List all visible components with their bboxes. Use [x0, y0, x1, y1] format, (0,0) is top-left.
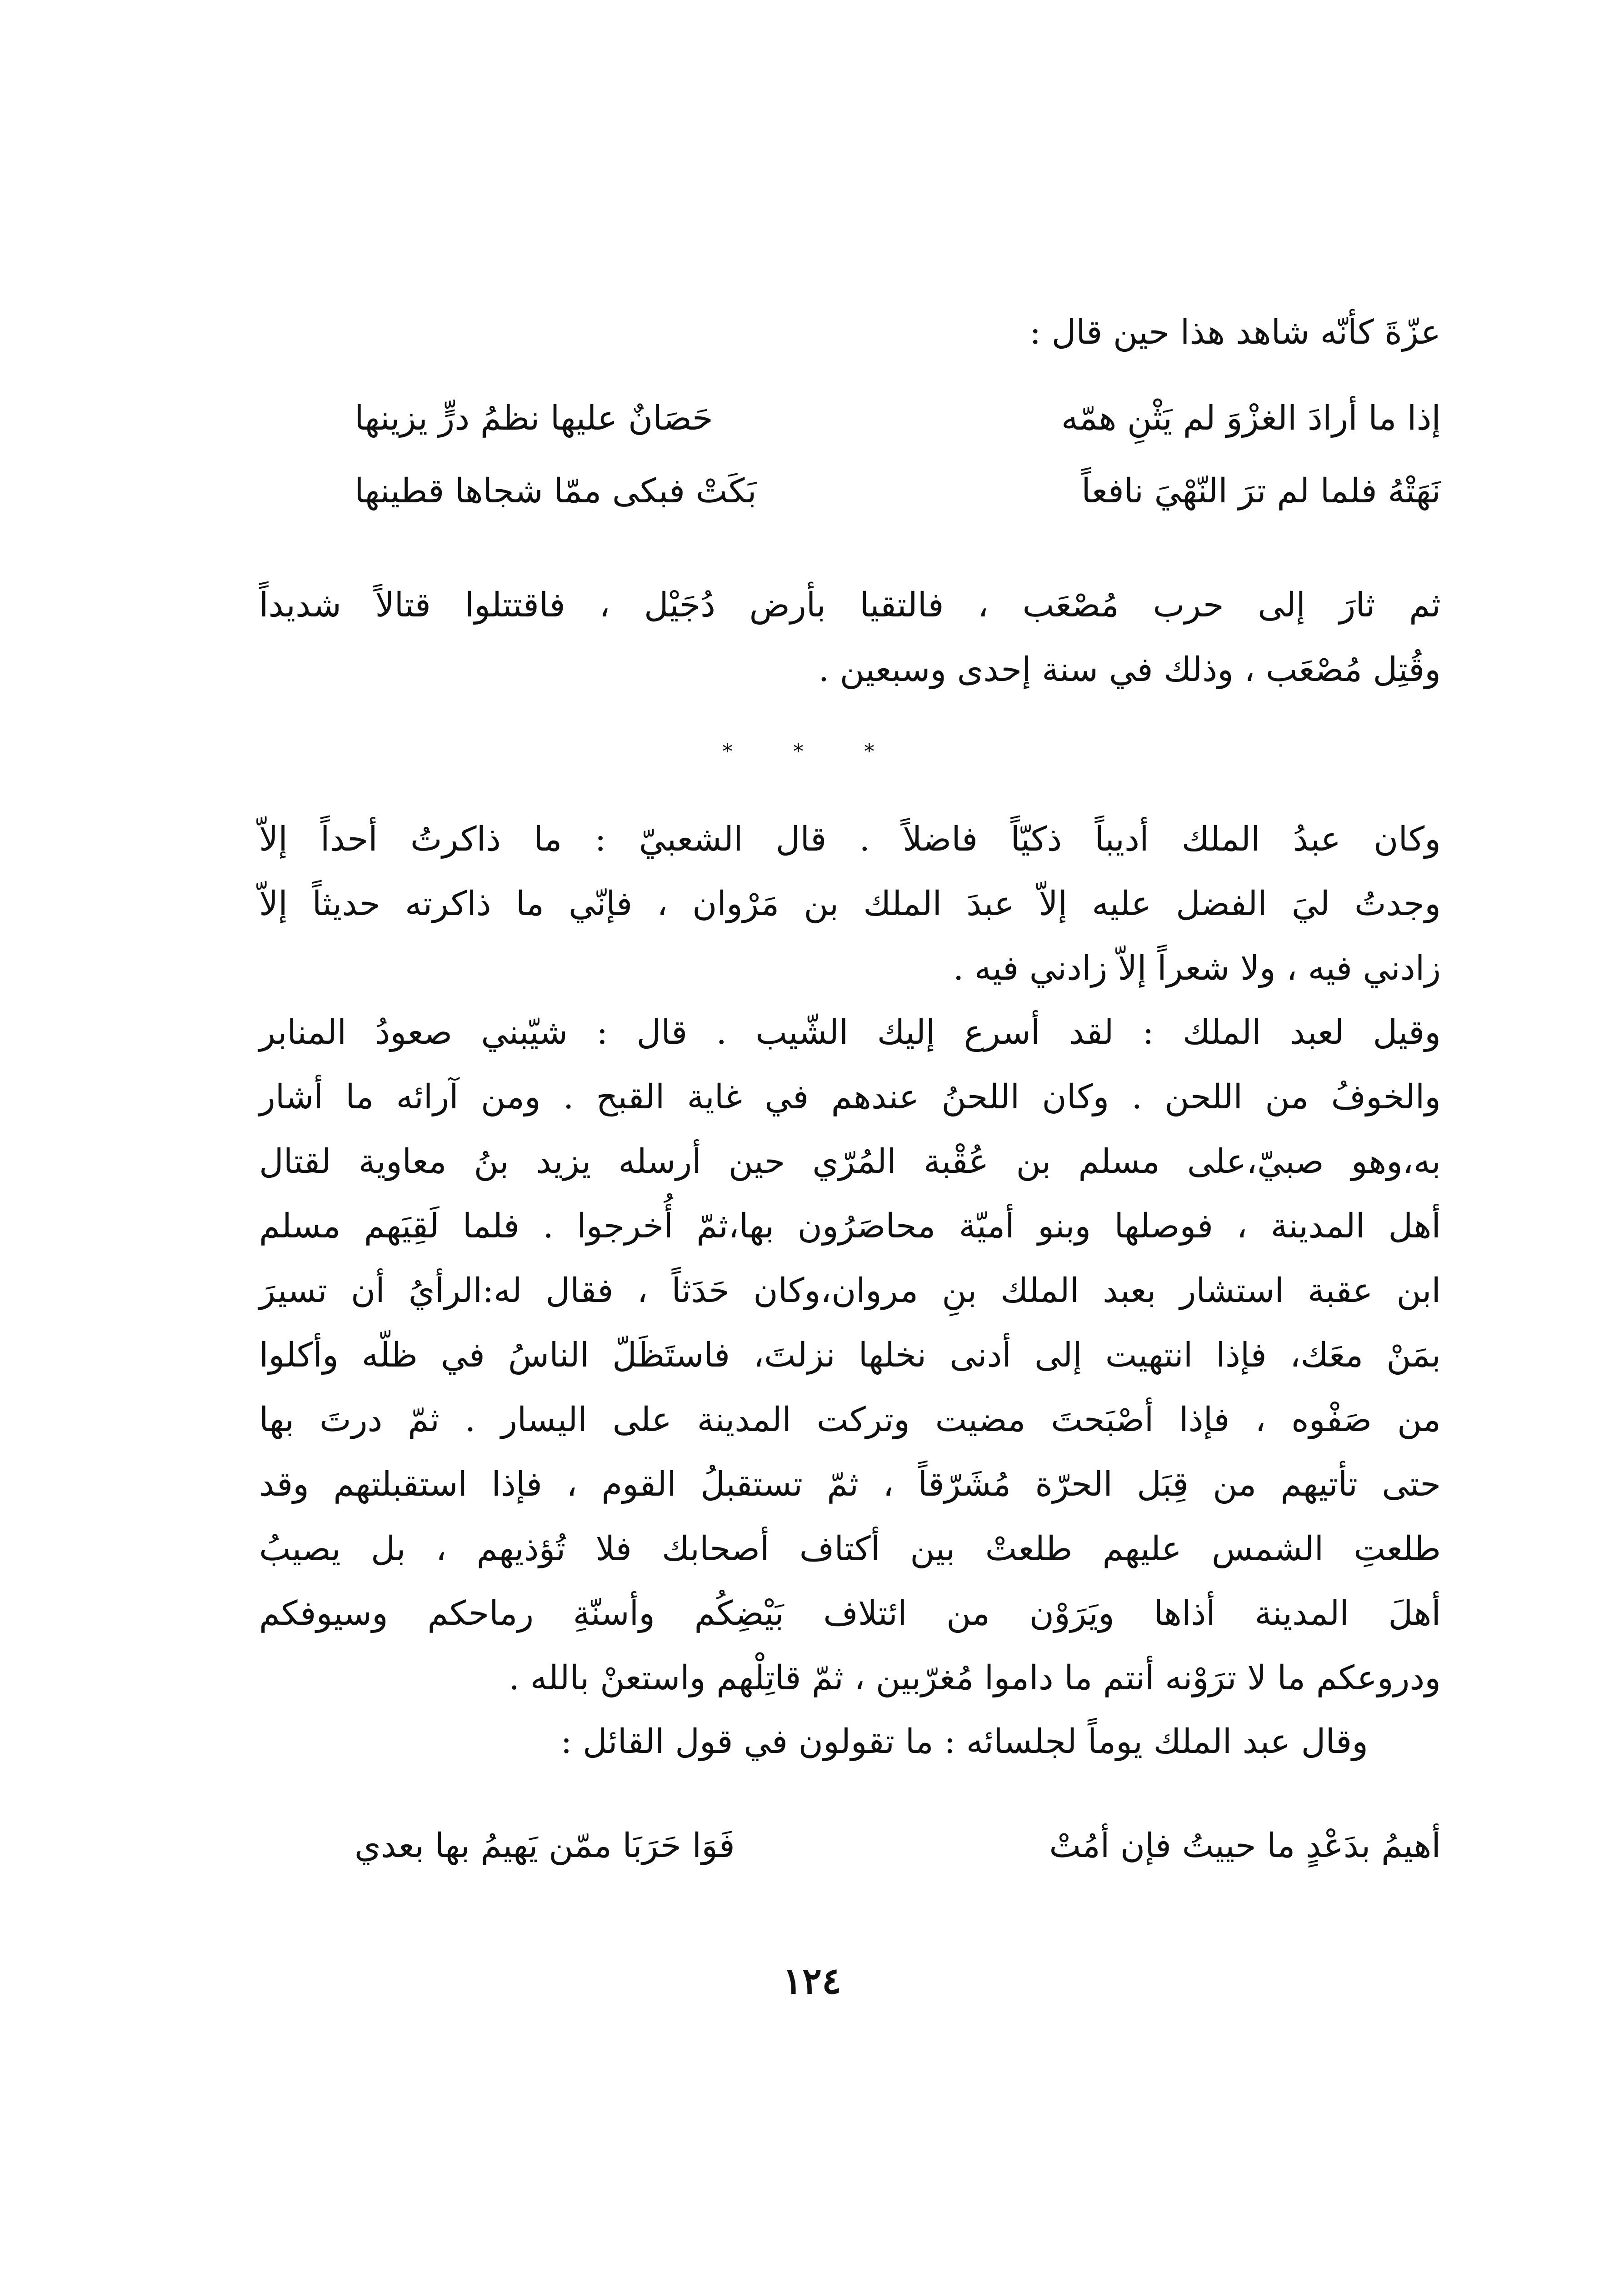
- paragraph-1: [259, 573, 1441, 702]
- paragraph-line: طلعتِ الشمس عليهم طلعتْ بين أكتاف أصحابك فلا تُؤذيهم ، بل يصيبُ: [259, 1529, 1441, 1568]
- paragraph-line: وقال عبد الملك يوماً لجلسائه : ما تقولون في قول القائل :: [560, 1722, 1368, 1761]
- page-number: ١٢٤: [783, 1959, 841, 2002]
- paragraph-3: [259, 1000, 1441, 1710]
- paragraph-line: وقيل لعبد الملك : لقد أسرع إليك الشّيب . قال : شيّبني صعودُ المنابر: [259, 1013, 1441, 1052]
- intro-line-block: [259, 300, 1441, 365]
- poem1-verse-2: [355, 459, 1441, 523]
- poem1-verse-2-first-hemistich: نَهَتْهُ فلما لم ترَ النّهْيَ نافعاً: [1081, 471, 1441, 511]
- paragraph-line: أهل المدينة ، فوصلها وبنو أميّة محاصَرُون بها،ثمّ أُخرجوا . فلما لَقِيَهم مسلم: [259, 1207, 1441, 1246]
- paragraph-line: حتى تأتيهم من قِبَل الحرّة مُشَرّقاً ، ثمّ تستقبلُ القوم ، فإذا استقبلتهم وقد: [259, 1465, 1441, 1504]
- paragraph-line: ابن عقبة استشار بعبد الملك بنِ مروان،وكان حَدَثاً ، فقال له:الرأيُ أن تسيرَ: [259, 1271, 1441, 1310]
- paragraph-line: وقُتِل مُصْعَب ، وذلك في سنة إحدى وسبعين .: [818, 650, 1441, 689]
- paragraph-2: [259, 807, 1441, 1001]
- paragraph-line: ودروعكم ما لا ترَوْنه أنتم ما داموا مُغرّبين ، ثمّ قاتِلْهم واستعنْ بالله .: [509, 1658, 1441, 1697]
- poem2-verse-1: [355, 1814, 1441, 1877]
- paragraph-line: ثم ثارَ إلى حرب مُصْعَب ، فالتقيا بأرض دُجَيْل ، فاقتتلوا قتالاً شديداً: [259, 586, 1441, 625]
- poem2-verse-1-second-hemistich: فَوَا حَرَبَا ممّن يَهيمُ بها بعدي: [355, 1826, 735, 1865]
- section-separator: * * *: [722, 740, 902, 763]
- poem1-verse-1: [355, 386, 1441, 450]
- paragraph-line: زادني فيه ، ولا شعراً إلاّ زادني فيه .: [953, 949, 1441, 988]
- poem2-verse-1-first-hemistich: أهيمُ بدَعْدٍ ما حييتُ فإن أمُتْ: [1049, 1826, 1441, 1865]
- paragraph-line: به،وهو صبيّ،على مسلم بن عُقْبة المُرّي حين أرسله يزيد بنُ معاوية لقتال: [259, 1142, 1441, 1181]
- paragraph-line: أهلَ المدينة أذاها ويَرَوْن من ائتلاف بَيْضِكُم وأسنّةِ رماحكم وسيوفكم: [259, 1594, 1441, 1633]
- paragraph-line: بمَنْ معَك، فإذا انتهيت إلى أدنى نخلها نزلتَ، فاستَظَلّ الناسُ في ظلّه وأكلوا: [259, 1336, 1441, 1375]
- poem1-verse-1-second-hemistich: حَصَانٌ عليها نظمُ درٍّ يزينها: [355, 399, 713, 438]
- intro-line: عزّةَ كأنّه شاهد هذا حين قال :: [1029, 313, 1441, 352]
- paragraph-line: والخوفُ من اللحن . وكان اللحنُ عندهم في غاية القبح . ومن آرائه ما أشار: [259, 1077, 1441, 1116]
- paragraph-line: من صَفْوه ، فإذا أصْبَحتَ مضيت وتركت المدينة على اليسار . ثمّ درتَ بها: [259, 1400, 1441, 1439]
- poem1-verse-2-second-hemistich: بَكَتْ فبكى ممّا شجاها قطينها: [355, 471, 757, 511]
- paragraph-line: وكان عبدُ الملك أديباً ذكيّاً فاضلاً . قال الشعبيّ : ما ذاكرتُ أحداً إلاّ: [259, 820, 1441, 859]
- paragraph-4: [259, 1709, 1441, 1774]
- paragraph-line: وجدتُ ليَ الفضل عليه إلاّ عبدَ الملك بن مَرْوان ، فإنّي ما ذاكرته حديثاً إلاّ: [259, 884, 1441, 923]
- poem1-verse-1-first-hemistich: إذا ما أرادَ الغزْوَ لم يَثْنِ همّه: [1061, 399, 1441, 438]
